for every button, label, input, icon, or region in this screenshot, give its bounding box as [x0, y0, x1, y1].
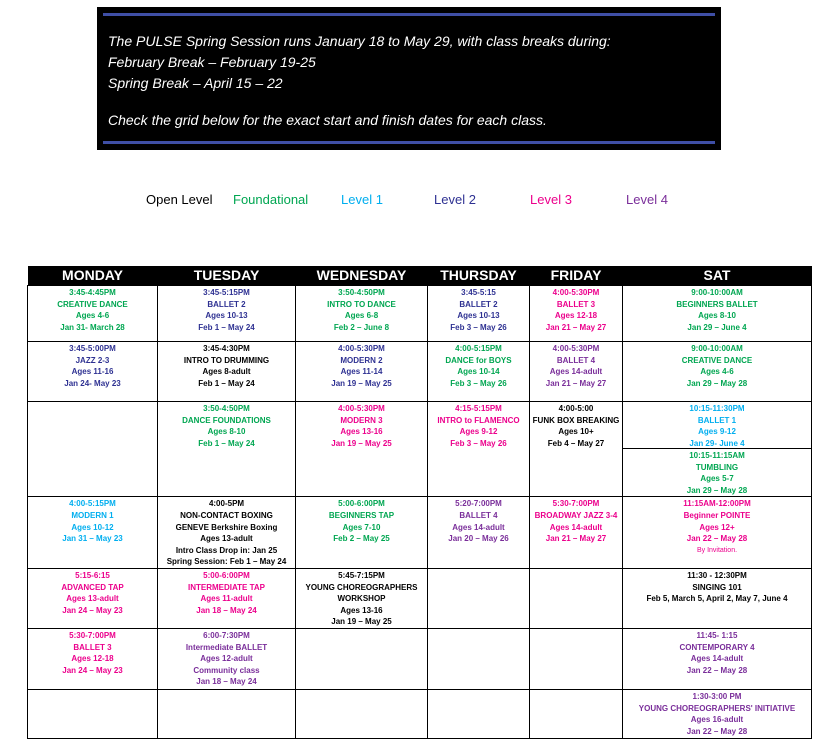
schedule-cell-saturday [623, 568, 812, 628]
class-entry [297, 343, 426, 389]
class-time: 4:00-5:15PM [69, 499, 116, 509]
class-dates: Feb 3 – May 26 [450, 438, 507, 448]
class-time: 5:30-7:00PM [69, 630, 116, 640]
class-entry [159, 343, 294, 389]
class-entry [624, 570, 810, 605]
class-ages: Ages 12-18 [71, 654, 114, 664]
class-time: 4:15-5:15PM [455, 404, 502, 413]
class-entry [429, 403, 528, 449]
class-ages: WORKSHOP [337, 594, 386, 604]
class-entry [429, 287, 528, 333]
class-ages: Ages 10-12 [71, 522, 114, 532]
class-time: 4:00-5:30PM [338, 404, 385, 413]
schedule-row [28, 342, 812, 402]
banner-top-rule [103, 13, 715, 16]
class-dates: Jan 21 – May 27 [545, 534, 607, 544]
banner-line-february-break: February Break – February 19-25 [108, 54, 316, 70]
class-name: MODERN 3 [340, 415, 383, 425]
banner-line-spring-break: Spring Break – April 15 – 22 [108, 75, 283, 91]
class-time: 9:00-10:00AM [691, 288, 743, 297]
schedule-row [28, 689, 812, 738]
class-entry [159, 570, 294, 616]
class-name: BALLET 3 [73, 642, 112, 652]
class-ages: Ages 12-18 [554, 311, 598, 321]
schedule-cell-tuesday [158, 402, 296, 497]
class-entry [159, 287, 294, 333]
class-name: BALLET 2 [207, 299, 246, 309]
schedule-cell-saturday [623, 402, 812, 497]
class-ages: Ages 11-16 [71, 367, 114, 377]
schedule-cell-thursday [428, 628, 530, 689]
class-name: NON-CONTACT BOXING [180, 510, 273, 520]
class-ages: Ages 16-adult [690, 715, 744, 725]
legend-level-2: Level 2 [434, 192, 476, 207]
class-time: 4:00-5:00 [558, 404, 594, 413]
class-ages: Ages 6-8 [344, 311, 379, 321]
class-name: TUMBLING [695, 462, 739, 472]
class-dates: Jan 22 – May 28 [686, 665, 748, 675]
schedule-row [28, 497, 812, 569]
class-dates: Jan 22 – May 28 [686, 726, 748, 736]
class-dates: Jan 19 – May 25 [331, 438, 392, 448]
class-time: 4:00-5:30PM [338, 344, 385, 353]
class-entry [297, 498, 426, 544]
class-entry [29, 570, 156, 616]
class-entry [429, 343, 528, 389]
schedule-cell-thursday [428, 568, 530, 628]
class-ages: Ages 8-adult [202, 367, 251, 377]
class-entry [29, 287, 156, 333]
class-name: YOUNG CHOREOGRAPHERS' INITIATIVE [638, 703, 796, 713]
session-banner [97, 7, 721, 150]
class-entry [531, 403, 621, 449]
schedule-row [28, 568, 812, 628]
class-dates: Jan 21 – May 27 [545, 378, 607, 388]
class-dates: Ages 13-16 [340, 605, 383, 615]
day-header-tuesday: TUESDAY [158, 266, 296, 286]
class-time: 1:30-3:00 PM [692, 691, 742, 701]
class-ages: Ages 8-10 [698, 311, 736, 321]
schedule-cell-tuesday [158, 497, 296, 569]
schedule-cell-saturday [623, 689, 812, 738]
class-name: FUNK BOX BREAKING [532, 415, 620, 425]
schedule-body [28, 286, 812, 739]
class-entry [159, 403, 294, 449]
class-time: 9:00-10:00AM [691, 344, 743, 353]
class-name: BALLET 4 [556, 355, 596, 365]
class-ages: Ages 14-adult [549, 522, 603, 532]
class-dates: Jan 21 – May 27 [545, 322, 607, 332]
class-entry [531, 498, 621, 544]
class-time: 3:45-5:15PM [203, 288, 250, 297]
class-dates: Ages 13-adult [200, 534, 253, 544]
banner-line-check-grid: Check the grid below for the exact start and finish dates for each class. [108, 112, 547, 128]
class-name: BEGINNERS BALLET [676, 299, 758, 309]
class-dates: Jan 29 – June 4 [687, 322, 747, 332]
class-dates: Feb 2 – June 8 [333, 322, 390, 332]
class-name: CREATIVE DANCE [57, 299, 128, 309]
class-entry [159, 630, 294, 688]
class-entry [624, 343, 810, 389]
class-time: 3:45-5:15 [461, 288, 496, 297]
class-name: DANCE for BOYS [445, 355, 512, 365]
class-entry [624, 691, 810, 737]
class-time: 5:20-7:00PM [455, 499, 502, 509]
class-ages: Ages 14-adult [452, 522, 505, 532]
class-name: BEGINNERS TAP [328, 510, 395, 520]
class-time: 5:45-7:15PM [338, 570, 385, 580]
day-header-monday: MONDAY [28, 266, 158, 286]
class-dates: Jan 31 – May 23 [62, 534, 123, 544]
class-ages: Ages 12-adult [200, 654, 253, 664]
schedule-cell-friday [530, 628, 623, 689]
schedule-cell-wednesday [296, 628, 428, 689]
class-ages: Ages 9-12 [698, 427, 736, 437]
schedule-cell-monday [28, 402, 158, 497]
class-ages: Ages 5-7 [700, 474, 734, 484]
banner-line-session: The PULSE Spring Session runs January 18 to May 29, with class breaks during: [108, 33, 611, 49]
schedule-table [27, 266, 812, 739]
class-name: BROADWAY JAZZ 3-4 [534, 510, 618, 520]
class-entry [624, 630, 810, 676]
schedule-cell-friday [530, 689, 623, 738]
schedule-cell-thursday [428, 689, 530, 738]
class-name: CONTEMPORARY 4 [679, 642, 755, 652]
class-name: SINGING 101 [692, 582, 742, 592]
class-schedule-grid [27, 266, 811, 738]
class-entry [624, 287, 810, 333]
day-header-saturday: SAT [623, 266, 812, 286]
legend-open-level: Open Level [146, 192, 213, 207]
schedule-cell-thursday [428, 286, 530, 342]
class-dates: Feb 1 – May 24 [198, 378, 255, 388]
class-time: 10:15-11:30PM [689, 404, 745, 413]
schedule-cell-saturday [623, 286, 812, 342]
schedule-row [28, 402, 812, 497]
schedule-cell-thursday [428, 497, 530, 569]
class-dates: Jan 22 – May 28 [686, 534, 748, 544]
class-name: INTRO TO DANCE [327, 299, 396, 309]
class-name: CREATIVE DANCE [681, 355, 753, 365]
class-entry [429, 498, 528, 544]
class-time: 11:30 - 12:30PM [687, 570, 747, 580]
schedule-cell-friday [530, 568, 623, 628]
class-dates: Jan 24 – May 23 [62, 665, 123, 675]
class-dates: Jan 19 – May 25 [331, 378, 392, 388]
class-time: 6:00-7:30PM [203, 630, 250, 640]
banner-bottom-rule [103, 141, 715, 144]
legend-level-1: Level 1 [341, 192, 383, 207]
class-dates: Feb 2 – May 25 [333, 534, 390, 544]
class-ages: Ages 11-adult [200, 594, 253, 604]
schedule-cell-friday [530, 402, 623, 497]
schedule-cell-tuesday [158, 689, 296, 738]
day-header-row [28, 266, 812, 286]
class-entry [159, 498, 294, 568]
class-entry [297, 570, 426, 628]
class-entry [297, 403, 426, 449]
class-time: 10:15-11:15AM [689, 451, 745, 460]
schedule-cell-wednesday [296, 689, 428, 738]
class-entry [623, 402, 811, 449]
schedule-row [28, 628, 812, 689]
class-name: JAZZ 2-3 [75, 355, 110, 365]
class-dates: Community class [193, 665, 260, 675]
class-name: ADVANCED TAP [61, 582, 124, 592]
schedule-cell-wednesday [296, 286, 428, 342]
schedule-cell-monday [28, 286, 158, 342]
day-header-thursday: THURSDAY [428, 266, 530, 286]
schedule-row [28, 286, 812, 342]
class-time: 3:45-4:30PM [203, 344, 250, 353]
class-time: 11:15AM-12:00PM [683, 499, 751, 509]
legend-level-4: Level 4 [626, 192, 668, 207]
class-name: DANCE FOUNDATIONS [182, 415, 271, 425]
class-ages: Ages 14-adult [549, 367, 603, 377]
class-dates: Jan 18 – May 24 [196, 605, 257, 615]
schedule-cell-monday [28, 628, 158, 689]
class-ages: Feb 5, March 5, April 2, May 7, June 4 [646, 594, 788, 604]
class-name: Beginner POINTE [683, 510, 751, 520]
class-dates: Feb 3 – May 26 [450, 322, 507, 332]
class-time: 5:15-6:15 [75, 570, 110, 580]
class-entry [29, 498, 156, 544]
class-ages: Ages 10-13 [205, 311, 248, 321]
schedule-cell-thursday [428, 342, 530, 402]
class-entry [624, 498, 810, 556]
class-entry [531, 287, 621, 333]
schedule-cell-monday [28, 568, 158, 628]
class-dates: Jan 29 – May 28 [686, 485, 748, 495]
class-time: 4:00-5:30PM [552, 288, 600, 297]
class-time: 3:50-4:50PM [338, 288, 385, 297]
class-name: BALLET 1 [697, 415, 737, 425]
class-time: 5:30-7:00PM [552, 499, 600, 509]
class-ages: Ages 13-adult [66, 594, 119, 604]
class-name: YOUNG CHOREOGRAPHERS [305, 582, 418, 592]
class-dates: Feb 1 – May 24 [198, 322, 255, 332]
class-ages: Ages 13-16 [340, 427, 383, 437]
schedule-cell-saturday [623, 497, 812, 569]
class-time: 3:50-4:50PM [203, 404, 250, 413]
class-name: INTRO to FLAMENCO [437, 415, 520, 425]
class-ages: Ages 10-14 [457, 367, 500, 377]
class-entry [531, 343, 621, 389]
schedule-cell-wednesday [296, 568, 428, 628]
schedule-cell-wednesday [296, 497, 428, 569]
class-ages: Ages 11-14 [340, 367, 383, 377]
class-dates: Feb 3 – May 26 [450, 378, 507, 388]
class-name: INTRO TO DRUMMING [183, 355, 270, 365]
class-entry [29, 343, 156, 389]
class-time: 3:45-5:00PM [69, 344, 116, 353]
day-header-friday: FRIDAY [530, 266, 623, 286]
schedule-cell-tuesday [158, 628, 296, 689]
class-time: 4:00-5:15PM [455, 344, 502, 353]
class-name: MODERN 2 [340, 355, 383, 365]
class-name: INTERMEDIATE TAP [187, 582, 266, 592]
class-ages: Ages 10-13 [457, 311, 500, 321]
class-ages: Ages 8-10 [207, 427, 246, 437]
schedule-cell-saturday [623, 342, 812, 402]
class-entry [623, 449, 811, 496]
schedule-cell-saturday [623, 628, 812, 689]
legend-foundational: Foundational [233, 192, 309, 207]
class-time: 5:00-6:00PM [203, 570, 250, 580]
class-dates: Jan 29- June 4 [689, 438, 745, 448]
class-note: By Invitation. [696, 546, 738, 554]
class-ages: Ages 7-10 [342, 522, 381, 532]
schedule-cell-thursday [428, 402, 530, 497]
class-dates: Jan 20 – May 26 [448, 534, 509, 544]
class-ages: Ages 10+ [558, 427, 594, 437]
schedule-cell-friday [530, 342, 623, 402]
class-dates: Jan 24 – May 23 [62, 605, 123, 615]
schedule-cell-tuesday [158, 568, 296, 628]
schedule-cell-monday [28, 497, 158, 569]
class-name: Intermediate BALLET [185, 642, 268, 652]
class-ages: Ages 12+ [699, 522, 735, 532]
class-time: 11:45- 1:15 [696, 630, 738, 640]
class-name: BALLET 3 [556, 299, 596, 309]
class-dates: Jan 24- May 23 [64, 378, 121, 388]
legend-level-3: Level 3 [530, 192, 572, 207]
class-ages: Ages 9-12 [459, 427, 498, 437]
class-name: BALLET 4 [459, 510, 498, 520]
class-ages: Ages 14-adult [690, 654, 744, 664]
class-note: Jan 18 – May 24 [196, 677, 257, 687]
class-ages: GENEVE Berkshire Boxing [175, 522, 278, 532]
class-note: Intro Class Drop in: Jan 25 [175, 545, 278, 555]
class-dates: Feb 4 – May 27 [547, 438, 605, 448]
schedule-cell-monday [28, 342, 158, 402]
class-time: 4:00-5:30PM [552, 344, 600, 353]
schedule-cell-monday [28, 689, 158, 738]
class-time: 3:45-4:45PM [69, 288, 116, 297]
schedule-cell-tuesday [158, 286, 296, 342]
class-time: 5:00-6:00PM [338, 499, 385, 509]
class-dates: Jan 31- March 28 [60, 322, 125, 332]
class-dates: Feb 1 – May 24 [198, 438, 255, 448]
class-ages: Ages 4-6 [700, 367, 734, 377]
schedule-cell-tuesday [158, 342, 296, 402]
class-dates: Jan 29 – May 28 [686, 378, 748, 388]
day-header-wednesday: WEDNESDAY [296, 266, 428, 286]
class-entry [297, 287, 426, 333]
class-name: BALLET 2 [459, 299, 498, 309]
schedule-cell-friday [530, 286, 623, 342]
class-entry [29, 630, 156, 676]
class-time: 4:00-5PM [208, 499, 245, 509]
class-ages: Ages 4-6 [75, 311, 110, 321]
class-note: Jan 19 – May 25 [331, 617, 392, 627]
schedule-cell-wednesday [296, 342, 428, 402]
schedule-cell-friday [530, 497, 623, 569]
class-name: MODERN 1 [71, 510, 114, 520]
class-note: Spring Session: Feb 1 – May 24 [166, 557, 287, 567]
schedule-cell-wednesday [296, 402, 428, 497]
